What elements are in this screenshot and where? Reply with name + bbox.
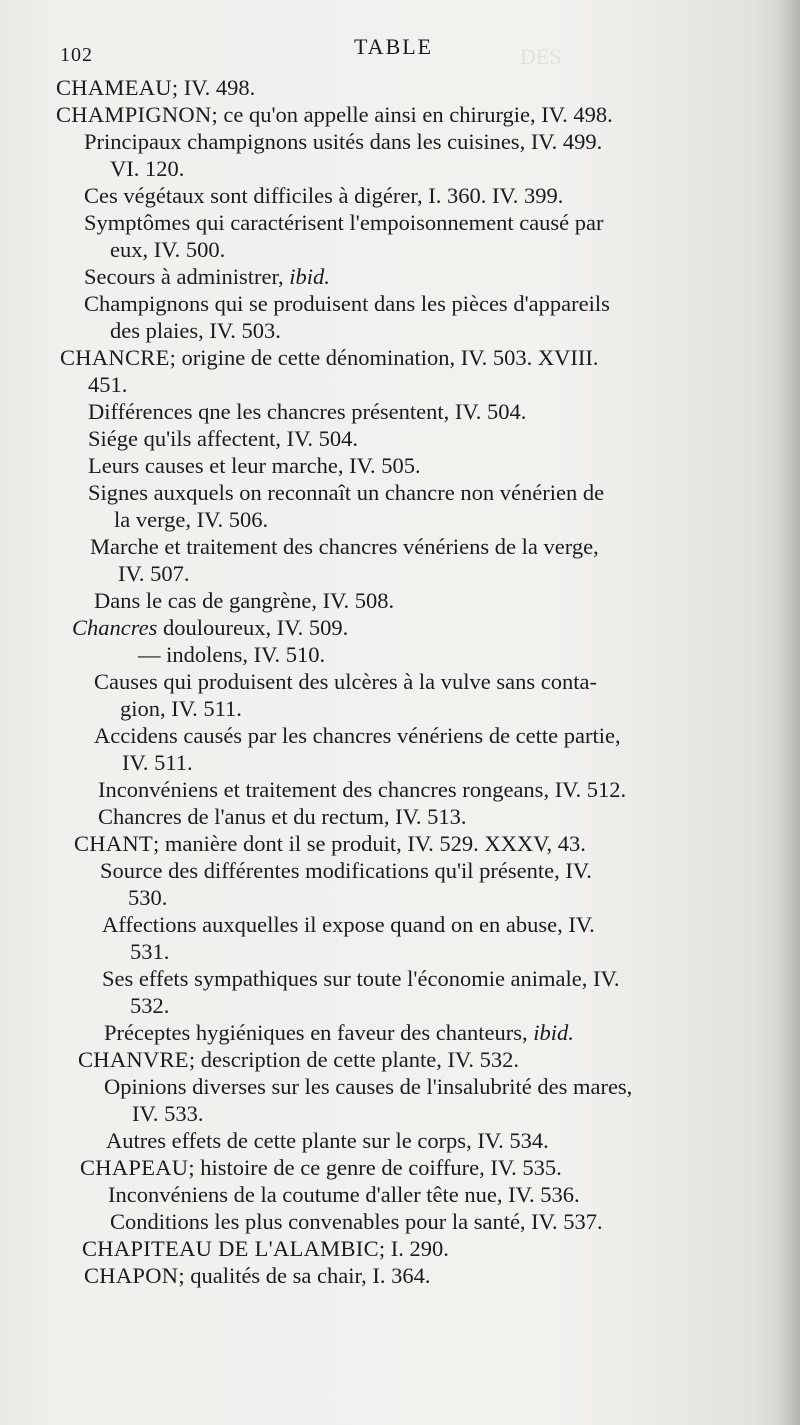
index-continuation: la verge, IV. 506.	[114, 507, 269, 532]
index-subentry: Ses effets sympathiques sur toute l'économie animale, IV.	[102, 966, 620, 991]
index-subentry: Accidens causés par les chancres vénériens de cette partie,	[94, 723, 621, 748]
index-subentry: Inconvéniens et traitement des chancres rongeans, IV. 512.	[98, 777, 627, 802]
bleed-through-text: DES	[520, 44, 562, 69]
index-continuation: 530.	[128, 885, 168, 910]
index-continuation: 531.	[130, 939, 170, 964]
index-subentry: Chancres douloureux, IV. 509.	[72, 615, 349, 640]
index-subentry: Affections auxquelles il expose quand on en abuse, IV.	[102, 912, 595, 937]
index-entry: CHANCRE; origine de cette dénomination, IV. 503. XVIII.	[60, 345, 599, 370]
page-number: 102	[60, 44, 93, 66]
index-subentry: — indolens, IV. 510.	[138, 642, 326, 667]
index-entry: CHAPEAU; histoire de ce genre de coiffure, IV. 535.	[80, 1155, 562, 1180]
index-continuation: VI. 120.	[110, 156, 185, 181]
index-continuation: 532.	[130, 993, 170, 1018]
index-entry: CHAMPIGNON; ce qu'on appelle ainsi en chirurgie, IV. 498.	[56, 102, 613, 127]
index-subentry: Symptômes qui caractérisent l'empoisonnement causé par	[84, 210, 604, 235]
index-subentry: Champignons qui se produisent dans les pièces d'appareils	[84, 291, 610, 316]
index-subentry: Conditions les plus convenables pour la santé, IV. 537.	[110, 1209, 603, 1234]
index-continuation: 451.	[88, 372, 128, 397]
index-subentry: Principaux champignons usités dans les cuisines, IV. 499.	[84, 129, 603, 154]
index-entry: CHAPON; qualités de sa chair, I. 364.	[84, 1263, 431, 1288]
index-continuation: eux, IV. 500.	[110, 237, 226, 262]
index-subentry: Dans le cas de gangrène, IV. 508.	[94, 588, 395, 613]
index-continuation: IV. 511.	[122, 750, 193, 775]
index-subentry: Différences qne les chancres présentent, IV. 504.	[88, 399, 527, 424]
page-gutter-shadow	[778, 0, 800, 1425]
page-header	[0, 34, 800, 70]
index-entry: CHANT; manière dont il se produit, IV. 529. XXXV, 43.	[74, 831, 586, 856]
index-entry: CHAPITEAU DE L'ALAMBIC; I. 290.	[82, 1236, 449, 1261]
index-subentry: Autres effets de cette plante sur le corps, IV. 534.	[106, 1128, 549, 1153]
index-continuation: IV. 533.	[132, 1101, 204, 1126]
index-subentry: Chancres de l'anus et du rectum, IV. 513.	[98, 804, 467, 829]
index-subentry: Source des différentes modifications qu'il présente, IV.	[100, 858, 592, 883]
index-subentry: Inconvéniens de la coutume d'aller tête nue, IV. 536.	[108, 1182, 580, 1207]
index-subentry: Secours à administrer, ibid.	[84, 264, 330, 289]
index-subentry: Opinions diverses sur les causes de l'insalubrité des mares,	[104, 1074, 633, 1099]
index-subentry: Préceptes hygiéniques en faveur des chanteurs, ibid.	[104, 1020, 574, 1045]
index-subentry: Leurs causes et leur marche, IV. 505.	[88, 453, 421, 478]
index-subentry: Signes auxquels on reconnaît un chancre non vénérien de	[88, 480, 605, 505]
index-entry: CHANVRE; description de cette plante, IV. 532.	[78, 1047, 519, 1072]
index-entry: CHAMEAU; IV. 498.	[56, 75, 256, 100]
index-continuation: IV. 507.	[118, 561, 190, 586]
index-subentry: Marche et traitement des chancres vénériens de la verge,	[90, 534, 599, 559]
index-subentry: Ces végétaux sont difficiles à digérer, I. 360. IV. 399.	[84, 183, 564, 208]
index-subentry: Causes qui produisent des ulcères à la vulve sans conta-	[94, 669, 597, 694]
running-title: TABLE	[354, 34, 434, 59]
index-subentry: Siége qu'ils affectent, IV. 504.	[88, 426, 359, 451]
index-continuation: des plaies, IV. 503.	[110, 318, 281, 343]
index-continuation: gion, IV. 511.	[120, 696, 242, 721]
